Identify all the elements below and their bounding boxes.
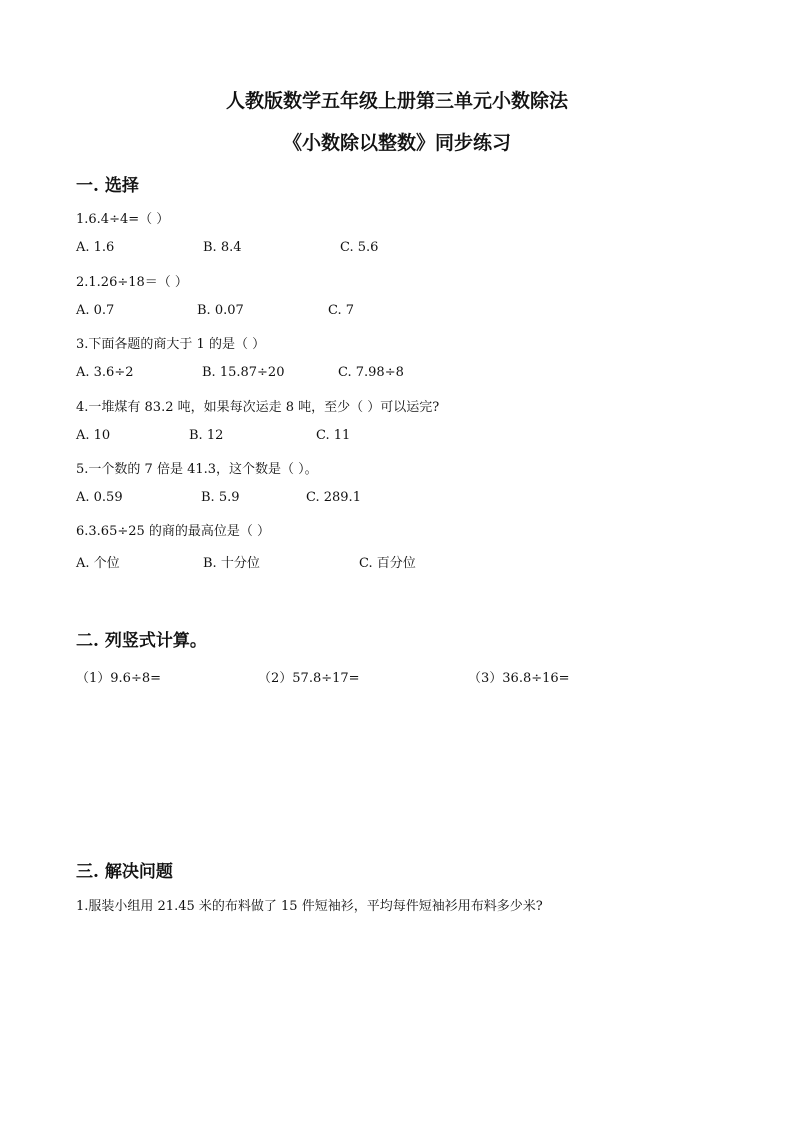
- option-b: B. 12: [189, 428, 224, 443]
- option-a: A. 个位: [76, 556, 120, 571]
- option-c: C. 百分位: [359, 556, 416, 571]
- option-c: C. 11: [316, 428, 351, 443]
- option-c: C. 5.6: [340, 240, 379, 255]
- document-title: 人教版数学五年级上册第三单元小数除法: [225, 90, 568, 112]
- option-b: B. 15.87÷20: [202, 365, 285, 380]
- question-stem: 4.一堆煤有 83.2 吨，如果每次运走 8 吨，至少（ ）可以运完?: [76, 400, 440, 415]
- option-a: A. 10: [76, 428, 111, 443]
- question-stem: 6.3.65÷25 的商的最高位是（ ）: [76, 524, 271, 539]
- document-subtitle: 《小数除以整数》同步练习: [282, 132, 511, 154]
- question-stem: 1.6.4÷4=（ ）: [76, 212, 170, 227]
- section-heading-calculation: 二. 列竖式计算。: [76, 631, 207, 651]
- option-a: A. 3.6÷2: [76, 365, 134, 380]
- word-problem: 1.服装小组用 21.45 米的布料做了 15 件短袖衫，平均每件短袖衫用布料多少米?: [76, 899, 543, 914]
- option-c: C. 7: [328, 303, 355, 318]
- option-b: B. 8.4: [203, 240, 242, 255]
- section-heading-choice: 一. 选择: [76, 176, 139, 196]
- calculation-item: （3）36.8÷16=: [468, 671, 570, 686]
- option-b: B. 0.07: [197, 303, 244, 318]
- option-a: A. 1.6: [76, 240, 115, 255]
- question-stem: 5.一个数的 7 倍是 41.3，这个数是（ ）。: [76, 462, 318, 477]
- section-heading-problem: 三. 解决问题: [76, 862, 173, 882]
- option-b: B. 十分位: [203, 556, 260, 571]
- option-b: B. 5.9: [201, 490, 240, 505]
- option-a: A. 0.7: [76, 303, 115, 318]
- option-c: C. 7.98÷8: [338, 365, 404, 380]
- question-stem: 3.下面各题的商大于 1 的是（ ）: [76, 337, 266, 352]
- calculation-item: （2）57.8÷17=: [258, 671, 360, 686]
- option-a: A. 0.59: [76, 490, 123, 505]
- option-c: C. 289.1: [306, 490, 361, 505]
- question-stem: 2.1.26÷18＝（ ）: [76, 275, 188, 290]
- calculation-item: （1）9.6÷8=: [76, 671, 162, 686]
